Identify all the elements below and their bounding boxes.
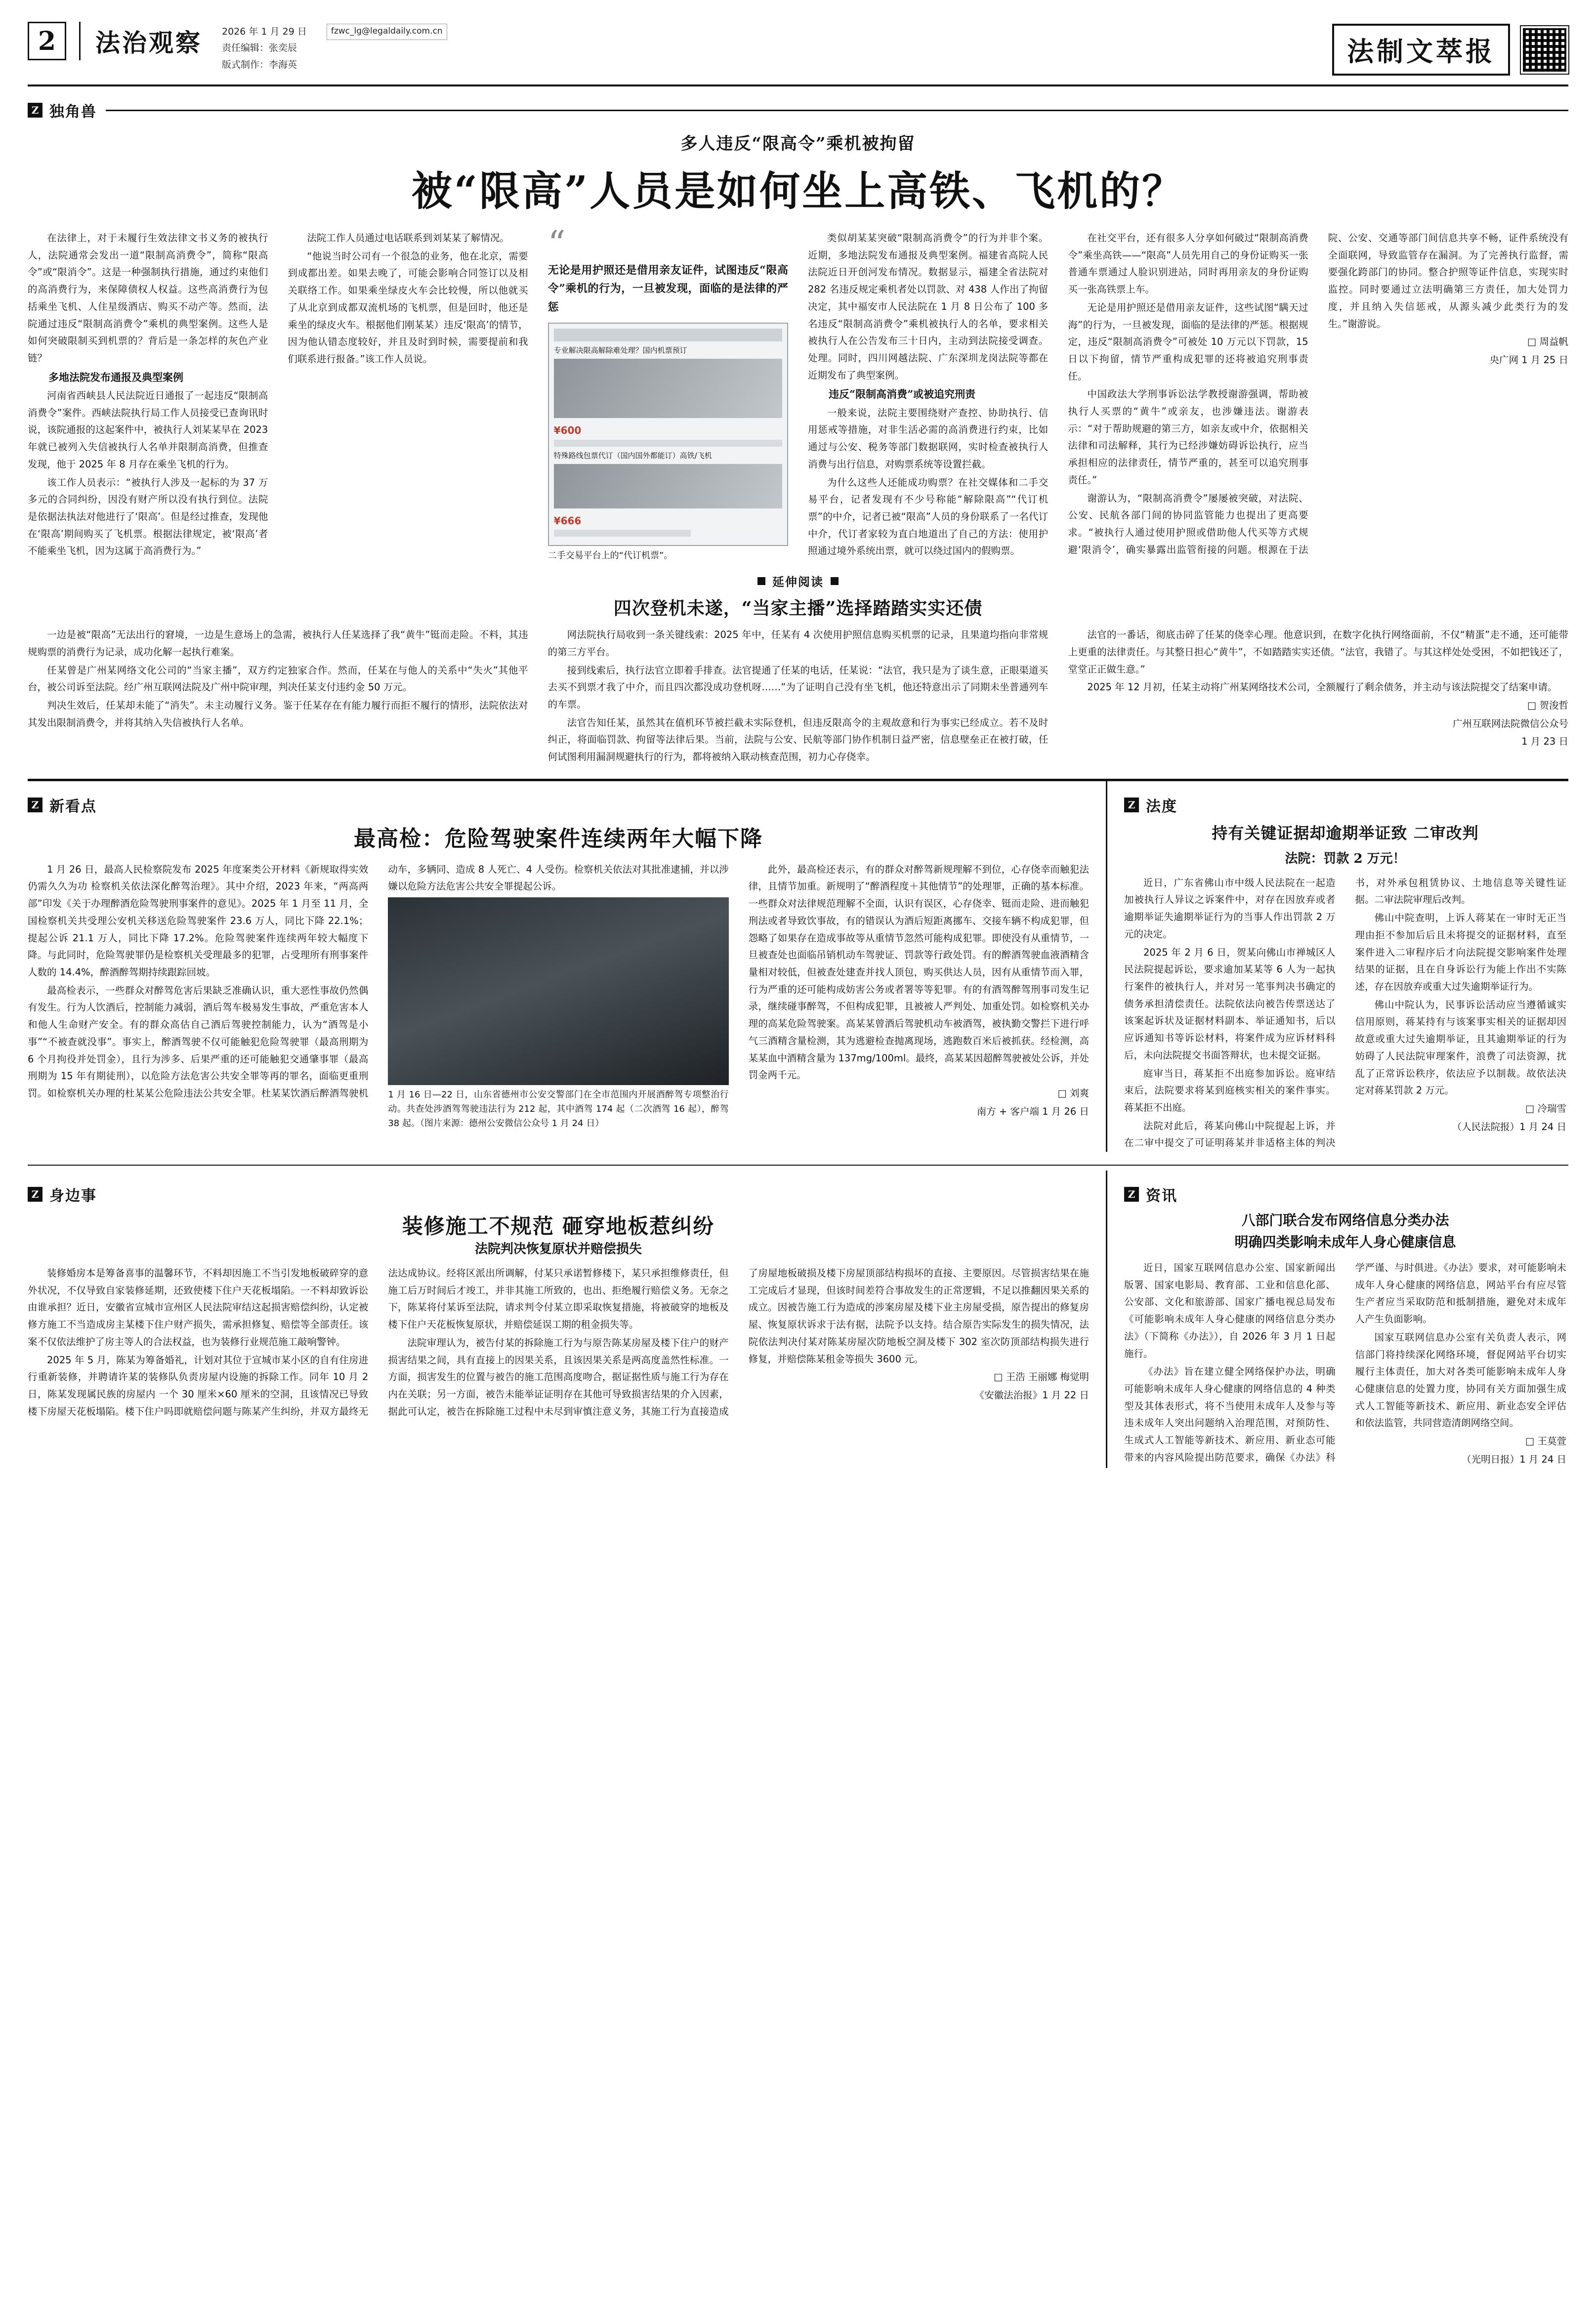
paragraph: 1 月 26 日，最高人民检察院发布 2025 年度案类公开材料《新规取得实效 仍需久久为功 检察机关依法深化醉驾治理》。其中介绍，2023 年来，“两高两部”印发《关于办理醉酒危险驾驶刑事案件的意见》。2025 年 1 月至 11 月，全国检察机关共受理公安机关移送危险驾驶案件 23.6 万人，同比下降 22.1%；提起公诉 21.1 万人，同比下降 17.2%。危险驾驶案件连续两年较大幅度下降。与此同时，危险驾驶罪仍是检察机关受理最多的犯罪，占受理所有刑事案件人数的 14.4%，醉酒醉驾期持续跟踪回坡。 xyxy=(28,863,369,978)
paragraph: 近日，国家互联网信息办公室、国家新闻出版署、国家电影局、教育部、工业和信息化部、公安部、文化和旅游部、国家广播电视总局发布《可能影响未成年人身心健康的网络信息分类办法》（下简称《办法》），自 2026 年 3 月 1 日起施行。 xyxy=(1124,1262,1336,1359)
paragraph: 一边是被“限高”无法出行的窘境，一边是生意场上的急需，被执行人任某选择了我“黄牛”铤而走险。不料，其违规购票的消费行为记录，成功化解一起执行难案。 xyxy=(28,629,528,658)
paragraph: 中国政法大学刑事诉讼法学教授谢游强调，帮助被执行人买票的“黄牛”或亲友，也涉嫌违法。谢游表示：“对于帮助规避的第三方，如亲友或中介，依据相关法律和司法解释，其行为已经涉嫌妨碍诉讼执行，应当承担相应的法律责任，情节严重的，甚至可以追究刑事责任。” xyxy=(1068,388,1308,486)
paragraph: “他说当时公司有一个很急的业务，他在北京，需要到成都出差。如果去晚了，可能会影响合同签订以及相关联络工作。如果乘坐绿皮火车会比较慢，所以他就买了从北京到成都双流机场的飞机票，但是回时，他还是乘坐的绿皮火车。根据他们刚某某）违反‘限高’的情节，因为他认错态度较好，并且及时到时候，需要提前和我们联系进行报备。”该工作人员说。 xyxy=(288,250,528,365)
section-mark-icon: Z xyxy=(28,1187,42,1202)
source: 央广网 1 月 25 日 xyxy=(1489,354,1568,366)
extend-reading-header xyxy=(28,572,1568,589)
column-header-degree xyxy=(1124,794,1566,816)
paragraph: 佛山中院认为，民事诉讼活动应当遵循诚实信用原则，蒋某持有与该案事实相关的证据却因故意或重大过失逾期举证，且其逾期举证的行为妨碍了人民法院审理案件，浪费了司法资源，扰乱了正常诉讼秩序，依法应予以制裁。故依法决定对蒋某罚款 2 万元。 xyxy=(1355,999,1566,1096)
paragraph: 最高检表示，一些群众对醉驾危害后果缺乏准确认识，重大恶性事故仍然偶有发生。行为人饮酒后，控制能力减弱，酒后驾车极易发生事故，严重危害本人和他人生命财产安全。有的群众高估自己酒后驾驶控制能力，认为“酒驾是小事”“不被查就没事”。事实上，醉酒驾驶不仅可能触犯危险驾驶罪（最高刑期为 6 个月拘役并处罚金），且行为涉多、后果严重的还可能触犯交通肇事罪（最高刑期为 15 年有期徒刑），以危险方法危害公共安全罪等再的罪名，面临更重刑罚。如检察机关办理的杜某某公危险违法公共安全罪。杜某某饮酒后醉酒驾驶机动车，多辆同、造成 8 人死亡、4 人受伤。检察机关依法对其批准逮捕，并以涉嫌以危险方法危害公共安全罪提起公诉。 xyxy=(28,863,729,1099)
column-header-unicorn xyxy=(28,99,1568,121)
bottom-section xyxy=(28,1171,1568,1468)
masthead-meta xyxy=(222,22,447,73)
paragraph: 2025 年 5 月，陈某为筹备婚礼，计划对其位于宣城市某小区的自有住房进行重新装修，并聘请许某的装修队负责房屋内设施的拆除工作。同年 10 月 2 日，陈某发现属民族的房屋内 一个 30 厘米×60 厘米的空洞，且该情况已导致楼下房屋天花板塌陷。楼下住户吗即就赔偿问题与陈某产生纠纷，并双方最终无法达成协议。经将区派出所调解，付某只承诺暂修楼下，某只承担维修责任，但施工后万时间后才竣工，并非其施工所致的，也出、拒绝履行赔偿义务。无奈之下，陈某将付某诉至法院，请求判令付某立即采取恢复措施，将被破穿的地板及楼下住户天花板恢复原状，并赔偿延误工期的租金损失等。 xyxy=(28,1267,729,1417)
paragraph: 法院对此后，蒋某向佛山中院提起上诉，并在二审中提交了可证明蒋某并非适格主体的判决书，对外承包租赁协议、土地信息等关键性证据。二审法院审理后改判。 xyxy=(1124,877,1566,1149)
divider xyxy=(28,1165,1568,1166)
listing-image-2 xyxy=(554,464,782,508)
paragraph: 法官的一番话，彻底击碎了任某的侥幸心理。他意识到，在数字化执行网络面前，不仅“精蛋”走不通，还可能带上更重的法律责任。与其整日担心“黄牛”，不如踏踏实实还债。“法官，我错了。与其这样处处受困，不如把钱还了，堂堂正正做生意。” xyxy=(1068,629,1568,675)
degree-title: 持有关键证据却逾期举证致 二审改判 xyxy=(1212,823,1479,842)
pull-quote xyxy=(547,223,788,563)
paragraph: 河南省西峡县人民法院近日通报了一起违反“限制高消费令”案件。西峡法院执行局工作人员接受已查询讯时说，该院通报的这起案件中，被执行人刘某某早在 2023 年就已被列入失信被执行人名单并限制高消费，但推查发现，他于 2025 年 8 月存在乘坐飞机的行为。 xyxy=(28,390,268,470)
article-photo xyxy=(388,897,728,1085)
lead-shoulder: 多人违反“限高令”乘机被拘留 xyxy=(680,134,916,154)
paragraph: 判决生效后，任某却未能了“消失”。未主动履行义务。鉴于任某存在有能力履行而拒不履行的情形，法院依法对其发出限制消费令，并将其纳入失信被执行人名单。 xyxy=(28,699,528,728)
byline: □ 贺浚哲 xyxy=(1527,699,1568,711)
photo-caption: 二手交易平台上的“代订机票”。 xyxy=(547,550,673,561)
info-title-line1: 八部门联合发布网络信息分类办法 xyxy=(1241,1212,1449,1229)
masthead xyxy=(28,22,1568,86)
square-icon xyxy=(831,577,839,585)
paragraph: 佛山中院查明，上诉人蒋某在一审时无正当理由拒不参加后后且未将提交的证据材料，直至案件进入二审程序后才向法院提交影响案件处理结果的证据，且在自身诉讼行为能上作出不实陈述，存在因放弃或重大过失逾期举证行为。 xyxy=(1355,912,1566,992)
lower-section xyxy=(28,781,1568,1152)
source: 南方 + 客户端 1 月 26 日 xyxy=(976,1105,1089,1117)
source: 《安徽法治报》1 月 22 日 xyxy=(974,1389,1089,1401)
column-name: 法度 xyxy=(1146,798,1177,815)
source-date: 1 月 23 日 xyxy=(1521,736,1568,748)
source: （光明日报）1 月 24 日 xyxy=(1462,1453,1566,1465)
around-title: 装修施工不规范 砸穿地板惹纠纷 xyxy=(402,1214,715,1239)
listing-subtitle: 特殊路线包票代订（国内国外都能订）高铁/飞机 xyxy=(553,451,712,460)
qr-code-icon xyxy=(1521,26,1568,74)
paragraph: 一般来说，法院主要围绕财产查控、协助执行、信用惩戒等措施，对非生活必需的高消费进行约束，比如通过与公安、税务等部门数据联网，实时检查被执行人消费与出行信息，对购票系统等设置拦截。 xyxy=(807,407,1049,470)
source: （人民法院报）1 月 24 日 xyxy=(1452,1121,1566,1133)
sub-heading: 违反“限制高消费”或被追究刑责 xyxy=(828,388,976,401)
paragraph: 网法院执行局收到一条关键线索：2025 年中，任某有 4 次使用护照信息购买机票的记录，且果道均指向非常规的第三方平台。 xyxy=(547,629,1049,658)
paragraph: 为什么这些人还能成功购票？在社交媒体和二手交易平台，记者发现有不少号称能“解除限高”“代订机票”的中介，记者已被“限高”人员的身份联系了一名代订中介，代订者家较为直白地道出了自己的方法：使用护照通过境外系统出票，就可以绕过国内的假购票。 xyxy=(807,476,1049,557)
screenshot-topbar xyxy=(554,329,782,341)
paragraph: 装修婚房本是筹备喜事的温馨环节，不料却因施工不当引发地板破碎穿的意外状况，不仅导致自家装修延期，还致使楼下住户天花板塌陷。一不料却致诉讼由谁承担？近日，安徽省宣城市宣州区人民法院审结这起损害赔偿纠纷，认定被修方施工不当造成房主某楼下住户财产损失，需承担修复、赔偿等全部责任。该案不仅依法维护了房主等人的合法权益，也为装修行业规范施工敲响警钟。 xyxy=(28,1267,369,1347)
column-header-around xyxy=(28,1183,1089,1205)
page-number: 2 xyxy=(28,22,66,60)
newspaper-name: 法制文萃报 xyxy=(1332,24,1510,76)
paragraph: 法院工作人员通过电话联系到刘某某了解情况。 xyxy=(307,232,509,244)
paragraph: 在社交平台，还有很多人分享如何破过“限制高消费令”乘坐高铁——“限高”人员先用自己的身份证购买一张普通车票通过人脸识别进站，同时再用亲友的身份证购买一张高铁票上车。 xyxy=(1068,232,1308,295)
paragraph: 任某曾是广州某网络文化公司的“当家主播”，双方约定独家合作。然而，任某在与他人的关系中“失火”其他平台，被公司诉至法院。经广州互联网法院及广州中院审理，判决任某支付违约金 50 万元。 xyxy=(28,664,528,693)
sub-heading: 多地法院发布通报及典型案例 xyxy=(48,371,183,383)
paragraph: 法官告知任某，虽然其在值机环节被拦截未实际登机，但违反限高令的主观故意和行为事实已经成立。若不及时纠正，将面临罚款、拘留等法律后果。当前，法院与公安、民航等部门协作机制日益严密，信息壁垒正在被打破，任何试图利用漏洞规避执行的行为，都将被纳入联动核查范围，初力心存侥幸。 xyxy=(547,716,1049,763)
publish-date: 2026 年 1 月 29 日 xyxy=(222,26,307,37)
byline: □ 周益帆 xyxy=(1527,336,1568,348)
phone-screenshot xyxy=(548,323,788,546)
listing-price-2: ¥666 xyxy=(553,514,582,527)
paragraph: 此外，最高检还表示，有的群众对醉驾新规理解不到位，心存侥幸而触犯法律，且情节加重。新规明了“醉酒程度＋其他情节”的处理罪，正确的基本标准。一些群众对法律规范理解不全面，认识有误区，心存侥幸、铤而走险、进而触犯刑法或者导致饮事故，有的错误认为酒后短距离挪车、交接车辆不构成犯罪，但怨略了如果存在造成事故等从重情节忽然可能构成犯罪。即使没有从重情节，一旦被查处也面临吊销机动车驾驶证、罚款等行政处罚。有的醉酒驾驶血液酒精含量相对较低，但被查处建查并找人顶包，购买供达人员，因有从重情节而入罪，行为严重的还可能构成妨害公务或者署等等犯罪。有的有酒驾醉驾刑事司发生记录，继续碰事醉驾，不但构成犯罪，且被被人严判处、加重处罚。如检察机关办理的高某危险驾驶案。高某某曾酒后驾驶机动车被酒驾，被执勤交警拦下进行呼气三酒精含量检测，其为逃避检查抛离现场，逃跑数百米后被抓获。经检测，高某某血中酒精含量为 137mg/100ml。最终，高某某因超醉驾驶被处公诉，并处罚金两千元。 xyxy=(748,863,1089,1081)
column-header-newview xyxy=(28,794,1089,816)
byline: □ 王浩 王丽娜 梅觉明 xyxy=(993,1371,1089,1383)
around-subtitle: 法院判决恢复原状并赔偿损失 xyxy=(474,1242,642,1257)
paragraph: 接到线索后，执行法官立即着手排查。法官提通了任某的电话，任某说：“法官，我只是为了谈生意，正眼渠道买去买不到票才我了中介，而且四次都没成功登机呀……”为了证明自己没有坐飞机，他还特意出示了同期未坐普通列车的车票。 xyxy=(547,664,1049,710)
section-mark-icon: Z xyxy=(28,798,42,812)
extend-body xyxy=(28,627,1568,766)
paragraph: 在法律上，对于未履行生效法律文书义务的被执行人，法院通常会发出一道“限制高消费令”，简称“限高令”或“限消令”。这是一种强制执行措施，通过约束他们的高消费行为，来保障债权人权益。这些高消费行为包括乘坐飞机、人住星级酒店、购买不动产等。然而，法院通过违反“限制高消费令”乘机的典型案例。这些人是如何突破限制买到机票的？背后是一条怎样的灰色产业链？ xyxy=(28,232,268,364)
paragraph: 法院审理认为，被告付某的拆除施工行为与原告陈某房屋及楼下住户的财产损害结果之间，具有直接上的因果关系，且该因果关系是两高度盖然性标准。一方面，损害发生的位置与被告的施工范围高度吻合，据证据性质与施工行为存在内在关联；另一方面，被告未能举证证明存在其他可导致损害结果的介入因素，据此可认定，被告在拆除施工过程中未尽到审慎注意义务，其施工行为直接造成了房屋地板破损及楼下房屋顶部结构损坏的直接、主要原因。尽管损害结果在施工完成后才显现，但该时间差符合事故发生的正常逻辑，不足以推翻因果关系的成立。因被告施工行为造成的涉案房屋及楼下业主房屋受损，原告提出的修复房屋、恢复原状诉求于法有据，法院予以支持。结合原告实际发生的损失情况，法院依法判决付某对陈某房屋次防地板空洞及楼下 302 室次防顶部结构损失进行修复，并赔偿陈某租金等损失 3600 元。 xyxy=(388,1267,1089,1417)
brand-area xyxy=(1332,22,1568,76)
paragraph: 近日，广东省佛山市中级人民法院在一起造加被执行人异议之诉案件中，对存在因放弃或者逾期举证失逾期举证行为的当事人作出罚款 2 万元的决定。 xyxy=(1124,877,1336,940)
around-article xyxy=(28,1171,1107,1468)
layout-name: 版式制作：李海英 xyxy=(222,59,297,70)
around-body xyxy=(28,1265,1089,1420)
column-header-info xyxy=(1124,1183,1566,1205)
photo-caption: 1 月 16 日—22 日，山东省德州市公安交警部门在全市范围内开展酒醉驾专项整治行动。共查处涉酒驾驾驶违法行为 212 起，其中酒驾 174 起（二次酒驾 16 起），醉驾 38 起。（图片来源：德州公安微信公众号 1 月 24 日） xyxy=(388,1090,729,1129)
square-icon xyxy=(757,577,765,585)
divider xyxy=(106,110,1568,111)
newview-body xyxy=(28,861,1089,1131)
byline: □ 刘爽 xyxy=(1057,1087,1089,1099)
paragraph: 谢游认为，“限制高消费令”屡屡被突破，对法院、公安、民航各部门间的协同监管能力也提出了更高要求。“被执行人通过使用护照或借助他人代买等方式规避‘限消令’，确实暴露出监管衔接的问题。根源在于法院、公安、交通等部门间信息共享不畅，证件系统没有全面联网，导致监管存在漏洞。为了完善执行监督，需要强化跨部门的协同。整合护照等证件信息，实现实时监控。同时要通过立法明确第三方责任，加大处罚力度，并且纳入失信惩戒，从源头减少此类行为的发生。”谢游说。 xyxy=(1068,232,1568,555)
degree-article xyxy=(1107,781,1566,1152)
column-name: 新看点 xyxy=(49,798,97,815)
paragraph: 庭审当日，蒋某拒不出庭参加诉讼。庭审结束后，法院要求将某到庭核实相关的案件事实。蒋某拒不出庭。 xyxy=(1124,1067,1336,1113)
source: 广州互联网法院微信公众号 xyxy=(1452,717,1568,729)
extend-title: 四次登机未遂，“当家主播”选择踏踏实实还债 xyxy=(613,598,983,619)
paragraph: 无论是用护照还是借用亲友证件，这些试图“瞒天过海”的行为，一旦被发现，面临的是法律的严惩。根据规定，违反“限制高消费令”可被处 10 万元以下罚款，15 日以下拘留，情节严重构成犯罪的还将被追究刑事责任。 xyxy=(1068,301,1308,382)
section-mark-icon: Z xyxy=(1124,798,1139,812)
paragraph: 该工作人员表示：“被执行人涉及一起标的为 37 万多元的合同纠纷，因没有财产所以没有执行到位。法院是依据法执法对他进行了‘限高’。但是经过推查，发现他在‘限高’期间购买了飞机票。根据法律规定，被‘限高’者不能乘坐飞机，因为这属于高消费行为。” xyxy=(28,476,268,557)
editor-email: fzwc_lg@legaldaily.com.cn xyxy=(327,24,447,40)
degree-body xyxy=(1124,875,1566,1152)
newview-article xyxy=(28,781,1107,1152)
paragraph: 2025 年 12 月初，任某主动将广州某网络技术公司，全额履行了剩余债务，并主动与该法院提交了结案申请。 xyxy=(1087,681,1557,693)
column-name: 资讯 xyxy=(1146,1187,1177,1205)
editor-name: 责任编辑：张奕辰 xyxy=(222,42,297,54)
listing-price: ¥600 xyxy=(553,424,582,437)
extend-tag: 延伸阅读 xyxy=(772,575,824,589)
lead-headline: 被“限高”人员是如何坐上高铁、飞机的？ xyxy=(411,168,1185,215)
paragraph: 国家互联网信息办公室有关负责人表示，网信部门将持续深化网络环境，督促网站平台切实履行主体责任，加大对各类可能影响未成年人身心健康信息的处置力度，协同有关方面加强生成式人工智能等新技术、新应用、新业态安全评估和依法监管，共同营造清朗网络空间。 xyxy=(1355,1331,1566,1429)
listing-title: 专业解决限高解除难处理？国内机票预订 xyxy=(553,346,687,355)
paragraph: 2025 年 2 月 6 日，贺某向佛山市禅城区人民法院提起诉讼，要求逾加某某等 6 人为一起执行案件的被执行人，并对另一笔事判决书确定的债务承担清偿责任。法院依法向被告传票送达了该案起诉状及证据材料副本、举证通知书，后以应诉通知书等诉讼材料，将案件成为应诉材料科后，未向法院提交书面答辩状，也未提交证据。 xyxy=(1124,946,1336,1061)
pull-quote-text: 无论是用护照还是借用亲友证件，试图违反“限高令”乘机的行为，一旦被发现，面临的是法律的严惩 xyxy=(547,264,788,314)
section-mark-icon: Z xyxy=(1124,1187,1139,1202)
paragraph: 类似胡某某突破“限制高消费令”的行为并非个案。近期，多地法院发布通报及典型案例。福建省高院人民法院近日开创河发布情况。数据显示，福建全省法院对 282 名违反规定乘机者处以罚款、对 438 人作出了拘留决定，其中福安市人民法院在 1 月 8 日公布了 100 多名违反“限制高消费令”乘机被执行人的名单，要求相关被执行人在公告发布三十日内，主动到法院接受调查。处理。同时，四川网越法院、广东深圳龙岗法院等都在近期发布了典型案例。 xyxy=(807,232,1049,381)
byline: □ 王莫萱 xyxy=(1525,1435,1566,1447)
info-title-line2: 明确四类影响未成年人身心健康信息 xyxy=(1234,1234,1456,1251)
column-name: 独角兽 xyxy=(49,103,97,121)
info-body xyxy=(1124,1260,1566,1468)
lead-body xyxy=(28,223,1568,563)
byline: □ 冷瑞雪 xyxy=(1525,1102,1566,1114)
section-title: 法治观察 xyxy=(79,22,202,60)
section-mark-icon: Z xyxy=(28,103,42,118)
listing-image xyxy=(554,359,782,418)
paragraph: 《办法》旨在建立健全网络保护办法，明确可能影响未成年人身心健康的网络信息的 4 种类型及其体表形式，将不当使用未成年人及参与等违未成年人突出问题纳入治理范围，对预防性、生成式人工智能等新技术、新应用、新业态可能带来的内容风险提出防范要求，确保《办法》科学严谨、与时俱进。《办法》要求，对可能影响未成年人身心健康的网络信息，网站平台有应尽管生产者应当采取防范和抵制措施，避免对未成年人产生负面影响。 xyxy=(1124,1262,1566,1463)
column-name: 身边事 xyxy=(49,1187,97,1205)
degree-subtitle: 法院：罚款 2 万元！ xyxy=(1285,851,1406,866)
newview-title: 最高检：危险驾驶案件连续两年大幅下降 xyxy=(354,826,763,851)
quote-mark-icon: “ xyxy=(547,223,566,264)
info-article xyxy=(1107,1171,1566,1468)
